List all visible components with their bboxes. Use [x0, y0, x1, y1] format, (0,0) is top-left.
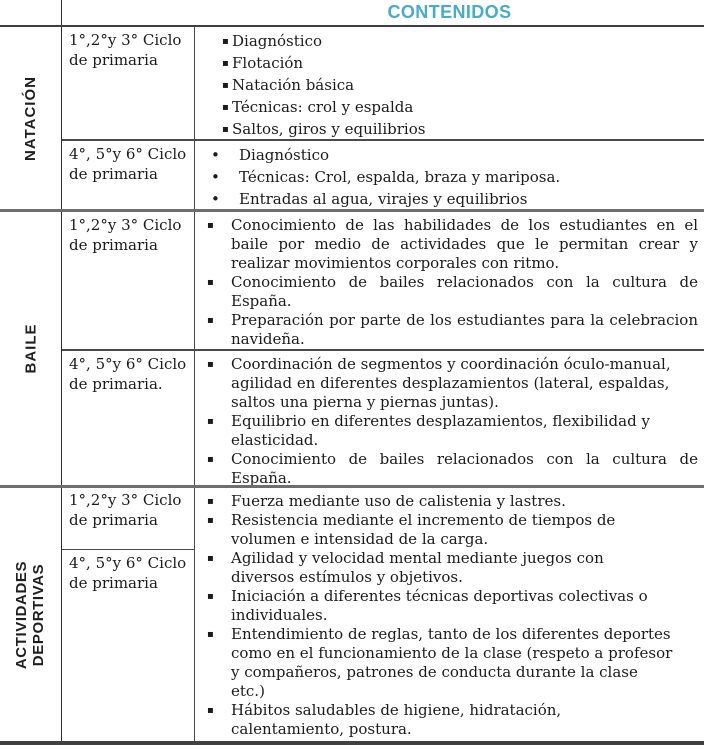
table-row	[62, 27, 704, 139]
list-item-text: ▪ Fuerza mediante uso de calistenia y lastres.	[231, 492, 566, 510]
list-item-text: ▪ Coordinación de segmentos y coordinación óculo-manual, agilidad en diferentes desplazamientos (lateral, espaldas, saltos una pierna y piernas juntas).	[231, 355, 671, 411]
contenidos-title: CONTENIDOS	[387, 2, 512, 22]
section-label-actividades-deportivas	[14, 560, 48, 668]
table-header-row	[0, 0, 704, 27]
cycle-cell: 4°, 5°y 6° Ciclo de primaria	[69, 554, 187, 592]
section-actividades-deportivas	[0, 488, 704, 745]
list-item	[222, 31, 698, 52]
list-item	[222, 119, 698, 139]
section-label-baile: BAILE	[22, 323, 39, 374]
list-item-text: ▪ Preparación por parte de los estudiantes para la celebracion navideña.	[231, 311, 698, 348]
cycle-cell: 4°, 5°y 6° Ciclo de primaria	[62, 141, 195, 209]
list-item	[207, 311, 698, 349]
list-item-text: ▪ Saltos, giros y equilibrios	[232, 120, 426, 138]
list-item	[207, 492, 698, 511]
section-rows	[62, 27, 704, 209]
cycle-cell: 1°,2°y 3° Ciclo de primaria	[62, 212, 195, 349]
list-item	[207, 450, 698, 485]
list-item	[211, 189, 698, 209]
list-item-text: • Diagnóstico	[239, 146, 330, 164]
table-row	[62, 349, 704, 485]
list-item-text: ▪ Agilidad y velocidad mental mediante juegos con diversos estímulos y objetivos.	[231, 549, 604, 586]
list-item-text: ▪ Natación básica	[232, 76, 355, 94]
list-item-text: ▪ Conocimiento de bailes relacionados con la cultura de España.	[231, 450, 698, 485]
list-item	[207, 412, 698, 450]
section-baile	[0, 212, 704, 488]
cycle-cell: 1°,2°y 3° Ciclo de primaria	[62, 27, 195, 139]
list-item-text: ▪ Flotación	[232, 54, 304, 72]
list-item	[207, 587, 698, 625]
list-item-text: ▪ Iniciación a diferentes técnicas deportivas colectivas o individuales.	[231, 587, 648, 624]
list-item-text: ▪ Equilibrio en diferentes desplazamientos, flexibilidad y elasticidad.	[231, 412, 650, 449]
list-item	[207, 625, 698, 701]
list-item-text: ▪ Entendimiento de reglas, tanto de los diferentes deportes como en el funcionamiento de la clase (respeto a profesor y compañeros, patrones de conducta durante la clase etc.)	[231, 625, 673, 700]
cycle-column	[62, 488, 195, 741]
list-item	[211, 167, 698, 187]
section-rows	[62, 212, 704, 485]
section-label-cell	[0, 27, 62, 209]
list-item-text: ▪ Diagnóstico	[232, 32, 323, 50]
section-natacion	[0, 27, 704, 212]
header-spacer-cycle	[62, 0, 195, 25]
section-label-cell	[0, 212, 62, 485]
table-row	[62, 139, 704, 209]
list-item-text: ▪ Conocimiento de las habilidades de los estudiantes en el baile por medio de actividades que le permitan crear y realizar movimientos corporales con ritmo.	[231, 216, 698, 272]
list-item	[222, 97, 698, 118]
list-item-text: ▪ Técnicas: crol y espalda	[232, 98, 414, 116]
list-item	[207, 701, 698, 739]
list-item-text: ▪ Conocimiento de bailes relacionados con la cultura de España.	[231, 273, 698, 310]
list-item-text: • Entradas al agua, virajes y equilibrios	[239, 190, 528, 208]
list-item-text: • Técnicas: Crol, espalda, braza y mariposa.	[239, 168, 561, 186]
list-item	[207, 511, 698, 549]
list-item	[222, 53, 698, 74]
list-item-text: ▪ Resistencia mediante el incremento de tiempos de volumen e intensidad de la carga.	[231, 511, 616, 548]
list-item	[211, 145, 698, 165]
table-row	[62, 212, 704, 349]
list-item	[207, 549, 698, 587]
content-cell	[195, 141, 704, 209]
list-item	[207, 273, 698, 311]
list-item-text: ▪ Hábitos saludables de higiene, hidratación, calentamiento, postura.	[231, 701, 562, 738]
header-title-cell	[195, 0, 704, 25]
content-cell	[195, 212, 704, 349]
section-label-line: DEPORTIVAS	[30, 563, 48, 666]
cycle-cell: 4°, 5°y 6° Ciclo de primaria.	[62, 351, 195, 485]
header-spacer-left	[0, 0, 62, 25]
section-label-line: ACTIVIDADES	[13, 560, 31, 669]
content-cell	[195, 488, 704, 741]
content-cell	[195, 27, 704, 139]
content-cell	[195, 351, 704, 485]
list-item	[207, 216, 698, 273]
list-item	[207, 355, 698, 412]
list-item	[222, 75, 698, 96]
section-label-cell	[0, 488, 62, 741]
cycle-cell: 1°,2°y 3° Ciclo de primaria	[62, 488, 194, 550]
section-label-natacion: NATACIÓN	[22, 75, 39, 161]
